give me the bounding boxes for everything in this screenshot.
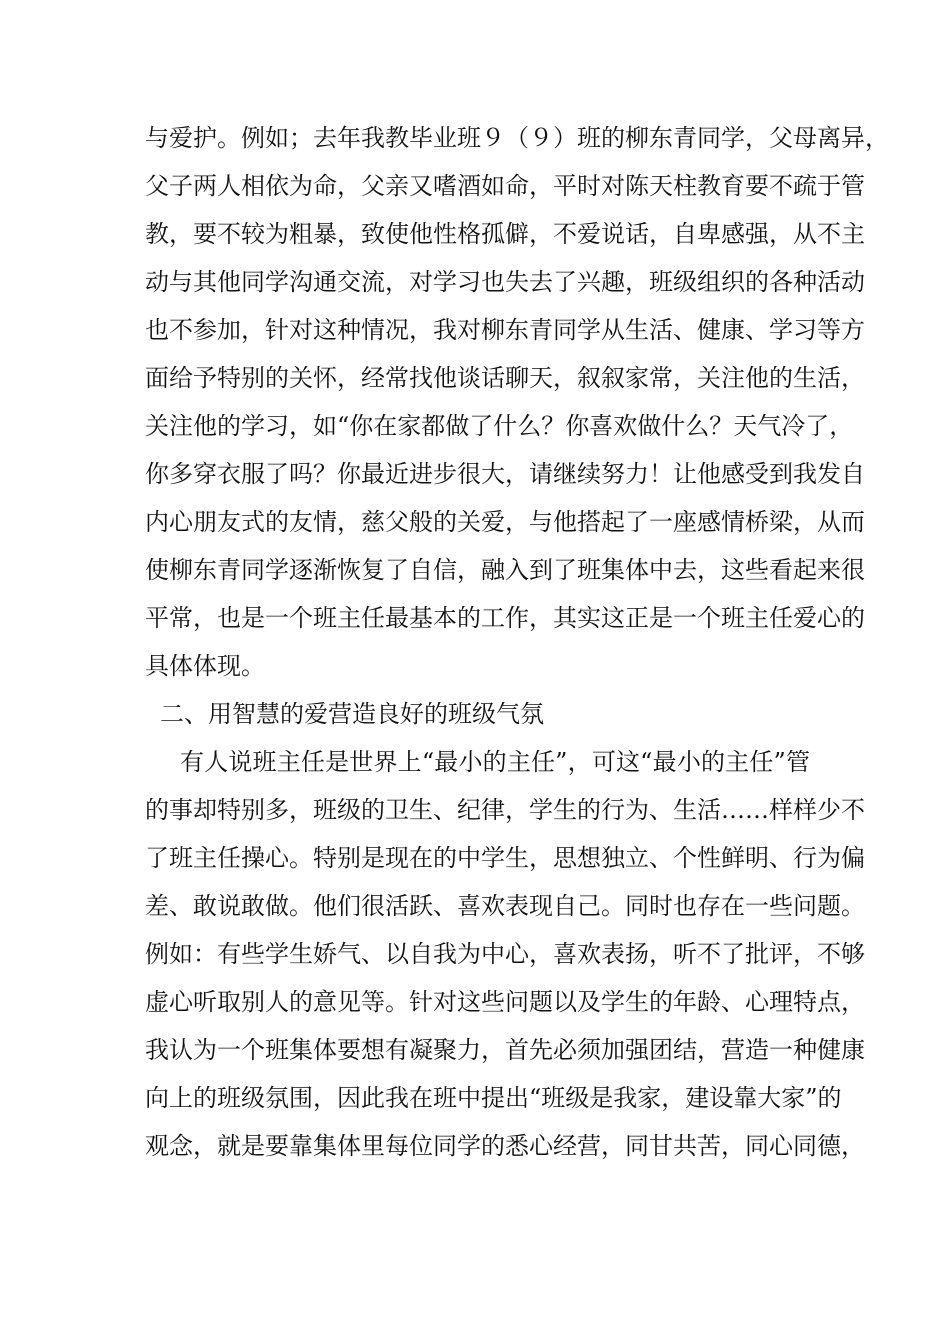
paragraph-line: 你多穿衣服了吗？你最近进步很大，请继续努力！让他感受到我发自	[145, 460, 865, 488]
paragraph-line: 也不参加，针对这种情况，我对柳东青同学从生活、健康、学习等方	[145, 316, 865, 344]
paragraph-line: 面给予特别的关怀，经常找他谈话聊天，叙叙家常，关注他的生活，	[145, 364, 865, 392]
paragraph-line: 例如：有些学生娇气、以自我为中心，喜欢表扬，听不了批评，不够	[145, 940, 865, 968]
paragraph-line: 观念，就是要靠集体里每位同学的悉心经营，同甘共苦，同心同德，	[145, 1132, 865, 1160]
paragraph-line: 关注他的学习，如“你在家都做了什么？你喜欢做什么？天气冷了，	[145, 412, 854, 440]
paragraph-line: 平常，也是一个班主任最基本的工作，其实这正是一个班主任爱心的	[145, 604, 865, 632]
paragraph-line: 我认为一个班集体要想有凝聚力，首先必须加强团结，营造一种健康	[145, 1036, 865, 1064]
paragraph-line: 具体体现。	[145, 652, 265, 680]
section-heading: 二、用智慧的爱营造良好的班级气氛	[160, 700, 544, 728]
paragraph-line: 向上的班级氛围，因此我在班中提出“班级是我家，建设靠大家”的	[145, 1084, 842, 1112]
paragraph-line: 教，要不较为粗暴，致使他性格孤僻，不爱说话，自卑感强，从不主	[145, 220, 865, 248]
paragraph-line: 有人说班主任是世界上“最小的主任”，可这“最小的主任”管	[180, 748, 810, 776]
paragraph-line: 动与其他同学沟通交流，对学习也失去了兴趣，班级组织的各种活动	[145, 268, 865, 296]
paragraph-line: 的事却特别多，班级的卫生、纪律，学生的行为、生活……样样少不	[145, 796, 865, 824]
paragraph-line: 内心朋友式的友情，慈父般的关爱，与他搭起了一座感情桥梁，从而	[145, 508, 865, 536]
paragraph-line: 父子两人相依为命，父亲又嗜酒如命，平时对陈天柱教育要不疏于管	[145, 172, 865, 200]
paragraph-line: 差、敢说敢做。他们很活跃、喜欢表现自己。同时也存在一些问题。	[145, 892, 865, 920]
paragraph-line: 与爱护。例如；去年我教毕业班９（９）班的柳东青同学，父母离异，	[145, 124, 889, 152]
paragraph-line: 了班主任操心。特别是现在的中学生，思想独立、个性鲜明、行为偏	[145, 844, 865, 872]
paragraph-line: 使柳东青同学逐渐恢复了自信，融入到了班集体中去，这些看起来很	[145, 556, 865, 584]
paragraph-line: 虚心听取别人的意见等。针对这些问题以及学生的年龄、心理特点，	[145, 988, 865, 1016]
